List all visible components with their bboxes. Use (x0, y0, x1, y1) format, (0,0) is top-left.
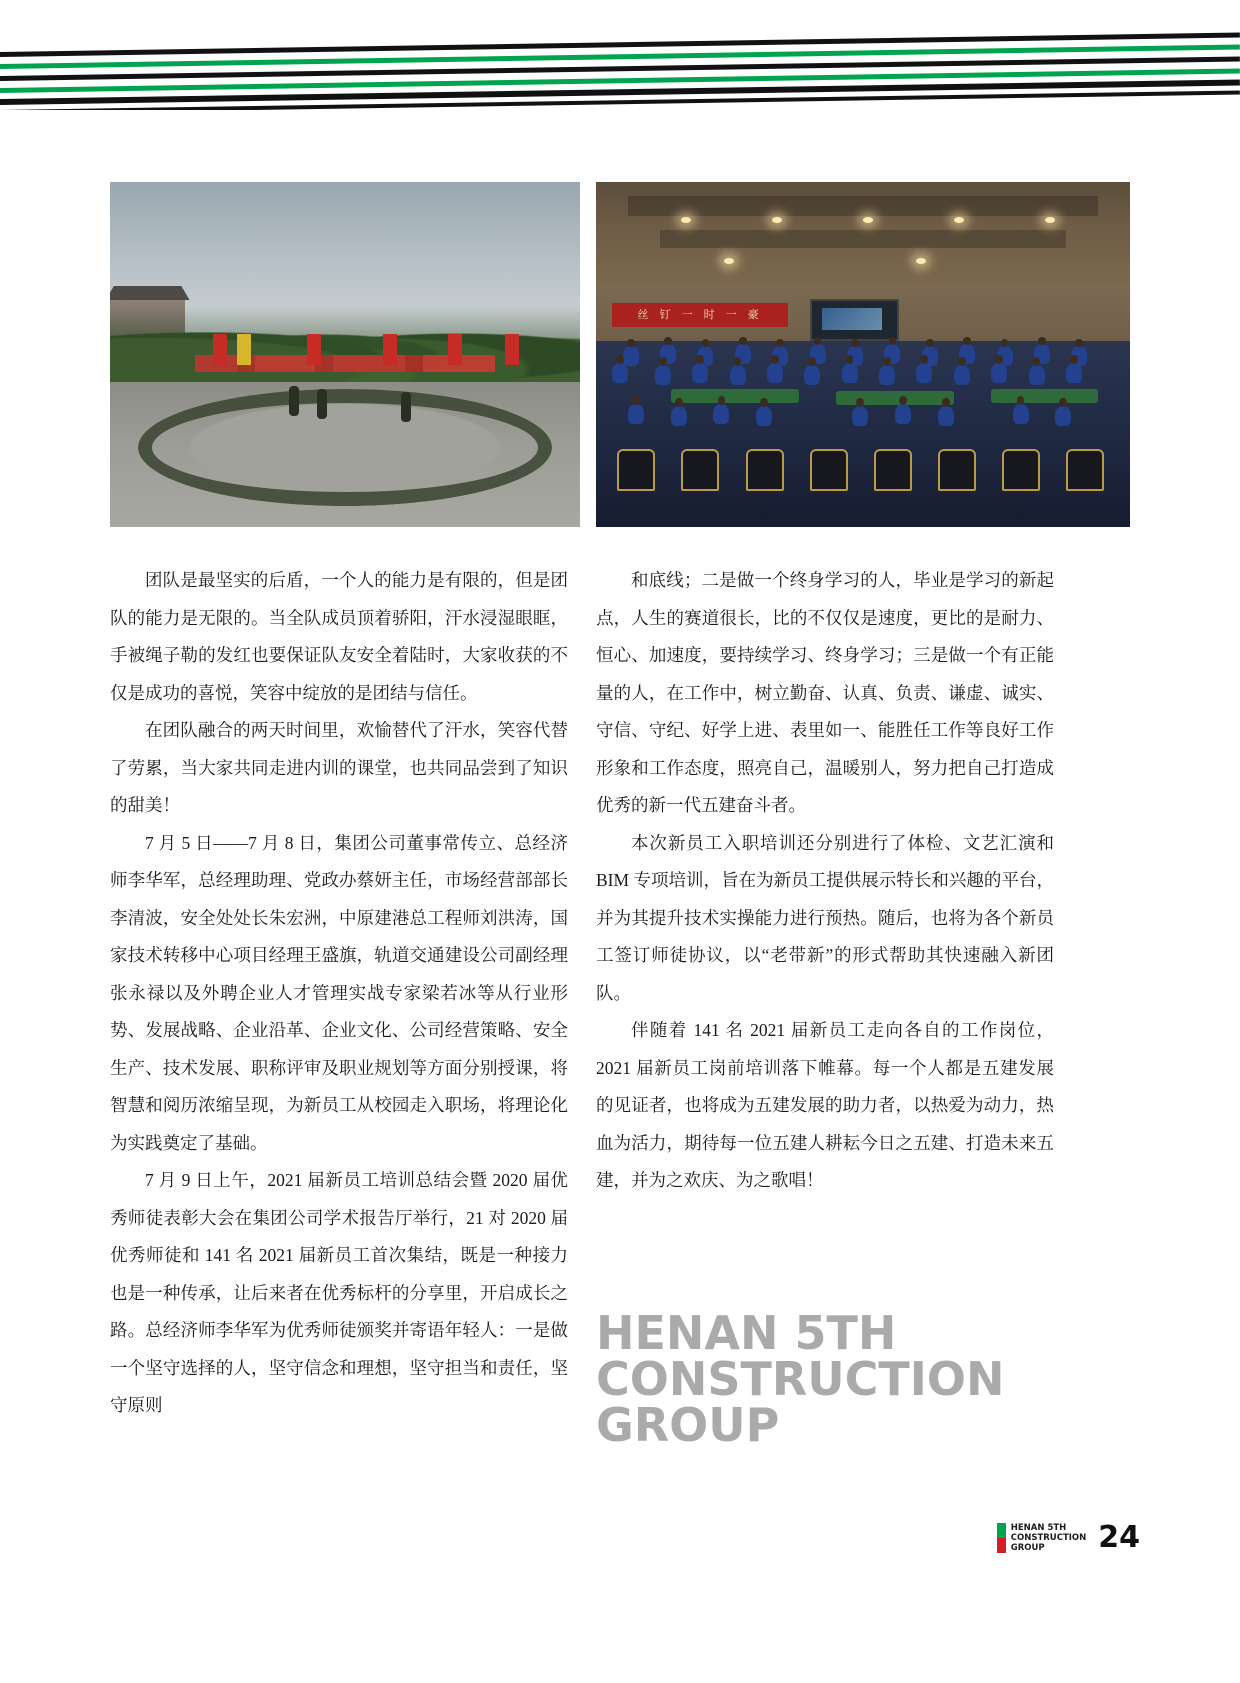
watermark-line-1: HENAN 5TH (596, 1306, 897, 1360)
chair (617, 449, 655, 491)
flag-yellow-1 (237, 334, 251, 365)
chair (1002, 449, 1040, 491)
flag-red-5 (505, 334, 519, 365)
attendee (991, 363, 1007, 383)
page-number: 24 (1098, 1520, 1140, 1555)
attendee (628, 404, 644, 424)
downlight-2 (772, 217, 782, 223)
flag-red-2 (307, 334, 321, 365)
flag-red-1 (213, 334, 227, 365)
attendee (879, 365, 895, 385)
brand-watermark (596, 1306, 1005, 1452)
attendee (767, 363, 783, 383)
logo-bar-icon (997, 1523, 1006, 1553)
downlight-4 (954, 217, 964, 223)
paragraph: 7 月 5 日——7 月 8 日，集团公司董事常传立、总经济师李华军，总经理助理、党政办蔡妍主任，市场经营部部长李清波，安全处处长朱宏洲，中原建港总工程师刘洪涛，国家技术转移中心项目经理王盛旗，轨道交通建设公司副经理张永禄以及外聘企业人才管理实战专家梁若冰等从行业形势、发展战略、企业沿革、企业文化、公司经营策略、安全生产、技术发展、职称评审及职业规划等方面分别授课，将智慧和阅历浓缩呈现，为新员工从校园走入职场，将理论化为实践奠定了基础。 (110, 832, 568, 1153)
paragraph: 本次新员工入职培训还分别进行了体检、文艺汇演和 BIM 专项培训，旨在为新员工提供展示特长和兴趣的平台，并为其提升技术实操能力进行预热。随后，也将为各个新员工签订师徒协议，以“老带新”的形式帮助其快速融入新团队。 (596, 832, 1054, 1003)
chair (938, 449, 976, 491)
logo-line-2: CONSTRUCTION (1010, 1532, 1087, 1543)
ceiling-panel-1 (628, 196, 1098, 217)
logo-line-1: HENAN 5TH (1010, 1522, 1067, 1533)
watermark-line-3: GROUP (596, 1398, 780, 1452)
page-footer (997, 1520, 1140, 1555)
seated-trainees-circle (138, 389, 552, 506)
attendee (842, 363, 858, 383)
chair (1066, 449, 1104, 491)
attendee (655, 365, 671, 385)
downlight-1 (681, 217, 691, 223)
flag-red-4 (448, 334, 462, 365)
chair (810, 449, 848, 491)
chair (746, 449, 784, 491)
paragraph: 和底线；二是做一个终身学习的人，毕业是学习的新起点，人生的赛道很长，比的不仅仅是速度，更比的是耐力、恒心、加速度，要持续学习、终身学习；三是做一个有正能量的人，在工作中，树立勤奋、认真、负责、谦虚、诚实、守信、守纪、好学上进、表里如一、能胜任工作等良好工作形象和工作态度，照亮自己，温暖别人，努力把自己打造成优秀的新一代五建奋斗者。 (596, 570, 1054, 815)
instructor-figure-3 (289, 386, 299, 416)
instructor-figure-2 (401, 392, 411, 422)
article-right-column (596, 562, 1054, 1200)
conference-table-2 (836, 391, 953, 405)
paragraph: 在团队融合的两天时间里，欢愉替代了汗水，笑容代替了劳累，当大家共同走进内训的课堂，也共同品尝到了知识的甜美！ (110, 720, 568, 815)
attendee (1066, 363, 1082, 383)
article-left-column (110, 562, 568, 1425)
attendee (612, 363, 628, 383)
attendee (692, 363, 708, 383)
instructor-figure-1 (317, 389, 327, 419)
attendee (1029, 365, 1045, 385)
outdoor-team-training-photo (110, 182, 580, 527)
attendee (1013, 404, 1029, 424)
stage-banner-text: 丝 钉 一 时 一 豪 (612, 303, 788, 327)
company-logo (997, 1523, 1086, 1553)
attendee (730, 365, 746, 385)
ceiling-panel-2 (660, 230, 1066, 247)
conference-table-3 (991, 389, 1098, 403)
attendee (623, 346, 639, 366)
logo-text (1011, 1523, 1086, 1553)
paragraph: 7 月 9 日上午，2021 届新员工培训总结会暨 2020 届优秀师徒表彰大会在集团公司学术报告厅举行，21 对 2020 届优秀师徒和 141 名 2021 届新员工首次集结，既是一种接力也是一种传承，让后来者在优秀标杆的分享里，开启成长之路。总经济师李华军为优秀师徒颁奖并寄语年轻人：一是做一个坚守选择的人，坚守信念和理想，坚守担当和责任，坚守原则 (110, 1170, 568, 1415)
attendee (895, 404, 911, 424)
attendee (756, 406, 772, 426)
downlight-3 (863, 217, 873, 223)
attendee (852, 406, 868, 426)
conference-table-1 (671, 389, 799, 403)
indoor-conference-training-photo (596, 182, 1130, 527)
downlight-6 (724, 258, 734, 264)
paragraph: 伴随着 141 名 2021 届新员工走向各自的工作岗位，2021 届新员工岗前培训落下帷幕。每一个人都是五建发展的见证者，也将成为五建发展的助力者，以热爱为动力，热血为活力，期待每一位五建人耕耘今日之五建、打造未来五建，并为之欢庆、为之歌唱！ (596, 1020, 1054, 1190)
attendee (671, 406, 687, 426)
audience-region (596, 341, 1130, 527)
top-stripe-decoration (0, 0, 1240, 110)
flag-red-3 (383, 334, 397, 365)
downlight-5 (1045, 217, 1055, 223)
attendee (954, 365, 970, 385)
attendee (938, 406, 954, 426)
paragraph: 团队是最坚实的后盾，一个人的能力是有限的，但是团队的能力是无限的。当全队成员顶着骄阳，汗水浸湿眼眶，手被绳子勒的发红也要保证队友安全着陆时，大家收获的不仅是成功的喜悦，笑容中绽放的是团结与信任。 (110, 570, 568, 703)
chair (681, 449, 719, 491)
projection-screen (810, 299, 899, 341)
attendee (713, 404, 729, 424)
attendee (1055, 406, 1071, 426)
logo-line-3: GROUP (1010, 1542, 1045, 1553)
chair (874, 449, 912, 491)
attendee (804, 365, 820, 385)
watermark-line-2: CONSTRUCTION (596, 1352, 1005, 1406)
attendee (916, 363, 932, 383)
